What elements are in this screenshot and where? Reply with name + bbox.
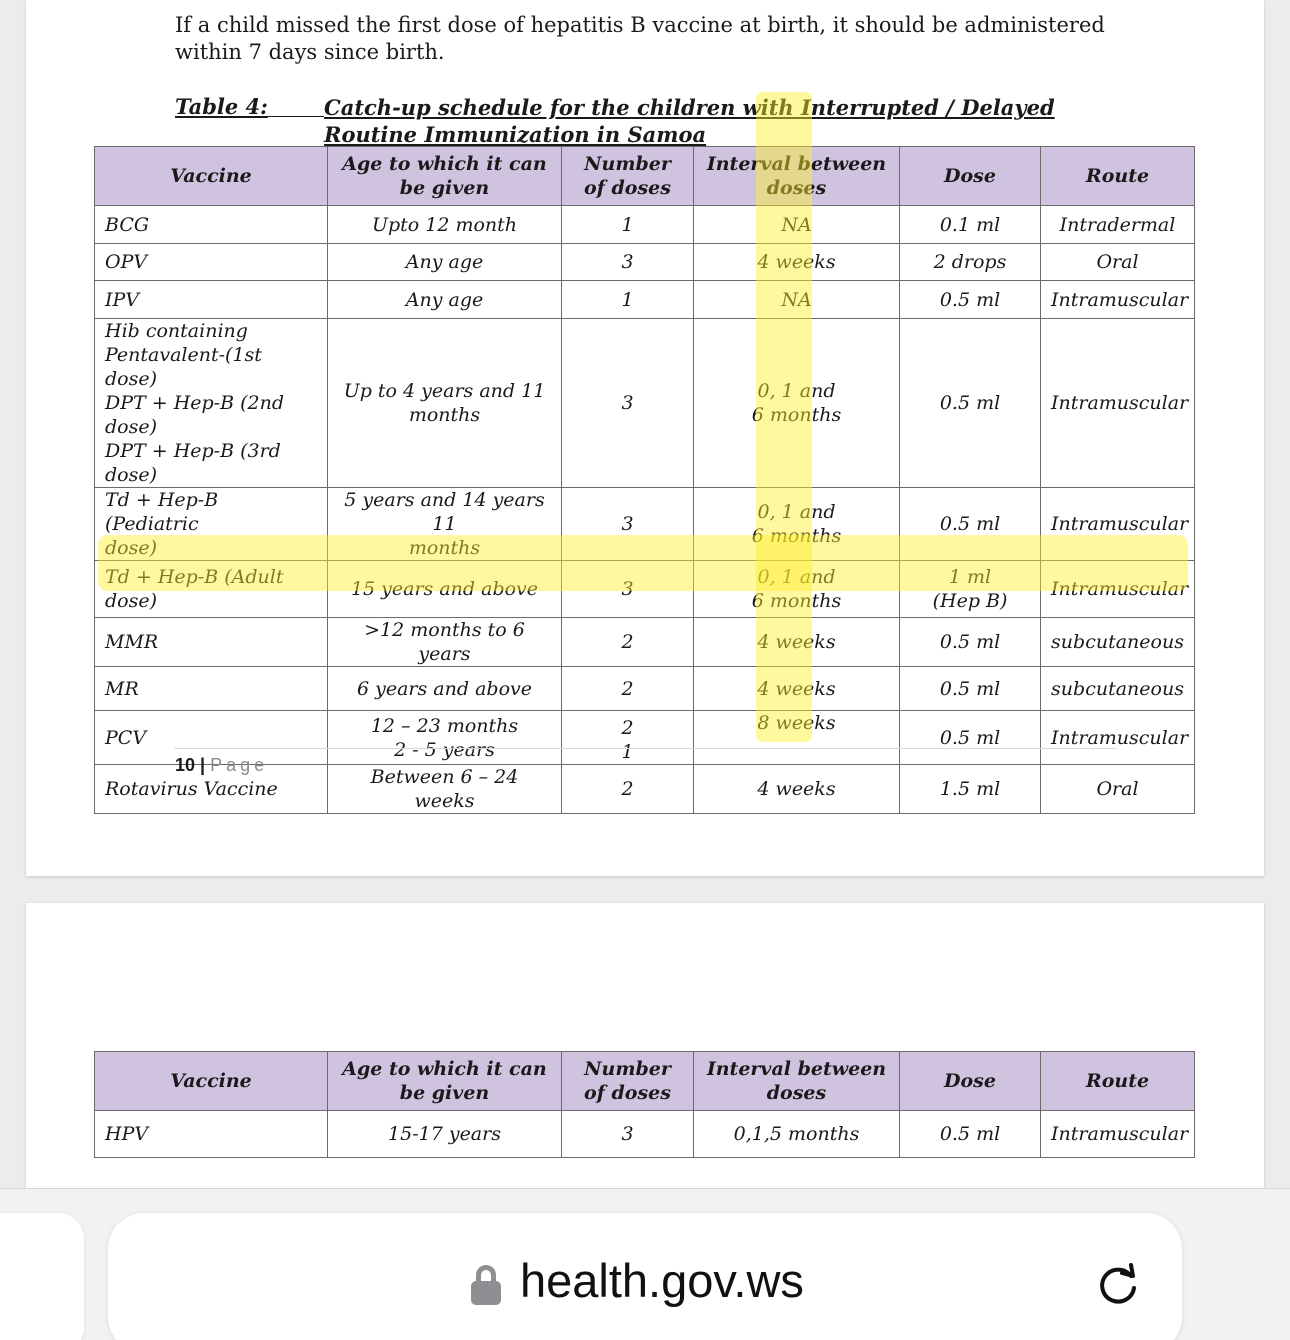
lock-icon (471, 1265, 501, 1305)
cell-line: 12 – 23 months (370, 714, 519, 737)
cell-interval (694, 561, 900, 618)
cell-line: dose) (105, 590, 158, 612)
header-age: Age to which it can be given (328, 1052, 562, 1111)
cell-dose (900, 667, 1041, 711)
cell-line: 0, 1 and (757, 380, 836, 402)
cell-interval (694, 711, 900, 765)
cell-line: 4 weeks (757, 251, 836, 273)
cell-line: NA (781, 213, 812, 236)
cell-age (328, 667, 562, 711)
intro-paragraph: If a child missed the first dose of hepatitis B vaccine at birth, it should be administered within 7 days since birth. (175, 13, 1105, 64)
cell-vaccine (95, 244, 328, 281)
caption-rule (175, 116, 324, 117)
cell-line: 4 weeks (757, 778, 836, 800)
header-route: Route (1041, 147, 1195, 206)
document-page-11 (26, 903, 1264, 1203)
cell-line: Hib containing (105, 320, 248, 342)
cell-vaccine (95, 667, 328, 711)
cell-line: 0.1 ml (939, 213, 1001, 236)
cell-line: Any age (405, 251, 484, 273)
cell-line: 1 (621, 288, 634, 311)
cell-line: 0.5 ml (939, 631, 1001, 653)
cell-age (328, 618, 562, 667)
cell-line: 3 (621, 513, 634, 535)
cell-age (328, 1111, 562, 1158)
cell-dose (900, 711, 1041, 765)
cell-line: months (408, 537, 481, 559)
cell-route: subcutaneous (1041, 667, 1195, 711)
cell-interval (694, 244, 900, 281)
catch-up-schedule-table (94, 146, 1195, 814)
cell-route: Intramuscular (1041, 319, 1195, 488)
cell-line: 15 years and above (350, 578, 539, 600)
cell-dose (900, 319, 1041, 488)
table-row (95, 618, 1195, 667)
cell-age (328, 281, 562, 319)
cell-age (328, 319, 562, 488)
table-row (95, 488, 1195, 561)
cell-dose (900, 618, 1041, 667)
page-number (175, 755, 268, 776)
cell-doses (562, 667, 694, 711)
cell-line: 0.5 ml (939, 288, 1001, 311)
cell-vaccine (95, 206, 328, 244)
cell-age (328, 206, 562, 244)
document-page-10 (26, 0, 1264, 876)
cell-vaccine (95, 488, 328, 561)
cell-doses (562, 244, 694, 281)
cell-line: 3 (621, 251, 634, 273)
page-number-value: 10 (175, 755, 196, 775)
cell-line: 6 months (751, 590, 842, 612)
table-row (95, 319, 1195, 488)
cell-line: IPV (105, 288, 140, 311)
cell-line: 2 - 5 years (394, 738, 495, 761)
cell-dose (900, 206, 1041, 244)
cell-line: 6 months (751, 525, 842, 547)
cell-line: 1 (621, 213, 634, 236)
cell-route: Intramuscular (1041, 281, 1195, 319)
reload-icon[interactable] (1093, 1259, 1143, 1309)
cell-line: NA (781, 288, 812, 311)
cell-line: 2 drops (933, 251, 1007, 273)
cell-line: 3 (621, 392, 634, 414)
cell-line: 0.5 ml (939, 726, 1001, 749)
cell-doses (562, 1111, 694, 1158)
cell-line: Rotavirus Vaccine (105, 778, 278, 800)
cell-doses (562, 561, 694, 618)
header-doses: Number of doses (562, 1052, 694, 1111)
header-age: Age to which it can be given (328, 147, 562, 206)
cell-line: PCV (105, 726, 147, 749)
table-row (95, 244, 1195, 281)
cell-line: OPV (105, 251, 148, 273)
header-interval: Interval between doses (694, 147, 900, 206)
cell-doses (562, 206, 694, 244)
cell-route: Intramuscular (1041, 488, 1195, 561)
cell-line: 4 weeks (757, 677, 836, 700)
cell-line: 3 (621, 1123, 634, 1145)
cell-doses (562, 711, 694, 765)
cell-doses (562, 281, 694, 319)
table-caption-label: Table 4: (175, 94, 268, 119)
cell-line: (Hep B) (932, 590, 1008, 612)
cell-dose (900, 244, 1041, 281)
cell-age (328, 488, 562, 561)
cell-line: Between 6 – 24 weeks (370, 766, 519, 812)
hpv-schedule-table (94, 1051, 1195, 1158)
table-header-row (95, 147, 1195, 206)
cell-doses (562, 618, 694, 667)
cell-line: BCG (105, 213, 150, 236)
cell-line: Up to 4 years and 11 (343, 380, 546, 402)
table-row (95, 281, 1195, 319)
cell-vaccine (95, 561, 328, 618)
cell-line: 6 months (751, 404, 842, 426)
cell-line: 0.5 ml (939, 392, 1001, 414)
cell-vaccine (95, 281, 328, 319)
cell-route: Oral (1041, 765, 1195, 814)
header-vaccine: Vaccine (95, 1052, 328, 1111)
cell-line: 2 (621, 631, 634, 653)
cell-line: 3 (621, 578, 634, 600)
table-row (95, 561, 1195, 618)
cell-line: DPT + Hep-B (3rd dose) (105, 440, 281, 486)
cell-line: MMR (105, 631, 159, 653)
cell-line: Upto 12 month (371, 213, 518, 236)
cell-line: 0.5 ml (939, 1123, 1001, 1145)
header-interval: Interval between doses (694, 1052, 900, 1111)
cell-route: Intramuscular (1041, 1111, 1195, 1158)
cell-line: months (408, 404, 481, 426)
cell-route: subcutaneous (1041, 618, 1195, 667)
page-number-separator: | (200, 755, 206, 775)
address-bar[interactable] (108, 1213, 1182, 1340)
cell-dose (900, 1111, 1041, 1158)
cell-line: HPV (105, 1123, 149, 1145)
cell-age (328, 765, 562, 814)
table-row (95, 206, 1195, 244)
cell-route: Intramuscular (1041, 561, 1195, 618)
header-route: Route (1041, 1052, 1195, 1111)
cell-line: MR (105, 677, 139, 700)
header-dose: Dose (900, 1052, 1041, 1111)
browser-toolbar (0, 1188, 1290, 1340)
cell-interval (694, 488, 900, 561)
cell-interval (694, 765, 900, 814)
cell-dose (900, 561, 1041, 618)
cell-line: 1 ml (948, 566, 992, 588)
cell-doses (562, 488, 694, 561)
cell-line: 8 weeks (757, 712, 836, 734)
cell-interval (694, 319, 900, 488)
cell-line: 1.5 ml (939, 778, 1001, 800)
cell-line: >12 months to 6 years (364, 619, 525, 665)
cell-dose (900, 488, 1041, 561)
cell-interval (694, 667, 900, 711)
cell-line: 2 (621, 717, 634, 739)
cell-doses (562, 319, 694, 488)
cell-line: Pentavalent-(1st dose) (105, 344, 262, 390)
cell-line: Td + Hep-B (Adult (105, 566, 284, 588)
cell-line: 0, 1 and (757, 566, 836, 588)
cell-line: 5 years and 14 years 11 (344, 489, 545, 535)
table-caption-title: Catch-up schedule for the children with Interrupted / Delayed Routine Immunization in Samoa (324, 95, 1055, 147)
cell-vaccine (95, 1111, 328, 1158)
cell-interval (694, 206, 900, 244)
cell-line: 2 (621, 677, 634, 700)
cell-doses (562, 765, 694, 814)
cell-line: 0,1,5 months (733, 1123, 860, 1145)
cell-dose (900, 765, 1041, 814)
header-dose: Dose (900, 147, 1041, 206)
previous-tab-edge[interactable] (0, 1213, 84, 1340)
cell-line: DPT + Hep-B (2nd dose) (105, 392, 284, 438)
page-word: Page (210, 755, 269, 775)
cell-age (328, 244, 562, 281)
cell-interval (694, 618, 900, 667)
cell-interval (694, 281, 900, 319)
header-doses: Number of doses (562, 147, 694, 206)
table-row (95, 1111, 1195, 1158)
cell-line: Any age (405, 288, 484, 311)
table-row (95, 667, 1195, 711)
cell-vaccine (95, 319, 328, 488)
cell-line: 4 weeks (757, 631, 836, 653)
footer-rule (174, 748, 1117, 749)
cell-interval (694, 1111, 900, 1158)
cell-route: Intramuscular (1041, 711, 1195, 765)
cell-line: 6 years and above (357, 677, 532, 700)
header-vaccine: Vaccine (95, 147, 328, 206)
cell-line: 15-17 years (388, 1123, 501, 1145)
cell-route: Intradermal (1041, 206, 1195, 244)
address-url[interactable]: health.gov.ws (520, 1254, 804, 1307)
cell-line: dose) (105, 537, 158, 559)
cell-line: 0.5 ml (939, 677, 1001, 700)
cell-route: Oral (1041, 244, 1195, 281)
cell-age (328, 711, 562, 765)
cell-line: 0.5 ml (939, 513, 1001, 535)
cell-vaccine (95, 618, 328, 667)
cell-line: 2 (621, 778, 634, 800)
cell-dose (900, 281, 1041, 319)
cell-line: 1 (621, 741, 634, 763)
table-header-row (95, 1052, 1195, 1111)
cell-line: 0, 1 and (757, 501, 836, 523)
cell-age (328, 561, 562, 618)
cell-line: Td + Hep-B (Pediatric (105, 489, 219, 535)
